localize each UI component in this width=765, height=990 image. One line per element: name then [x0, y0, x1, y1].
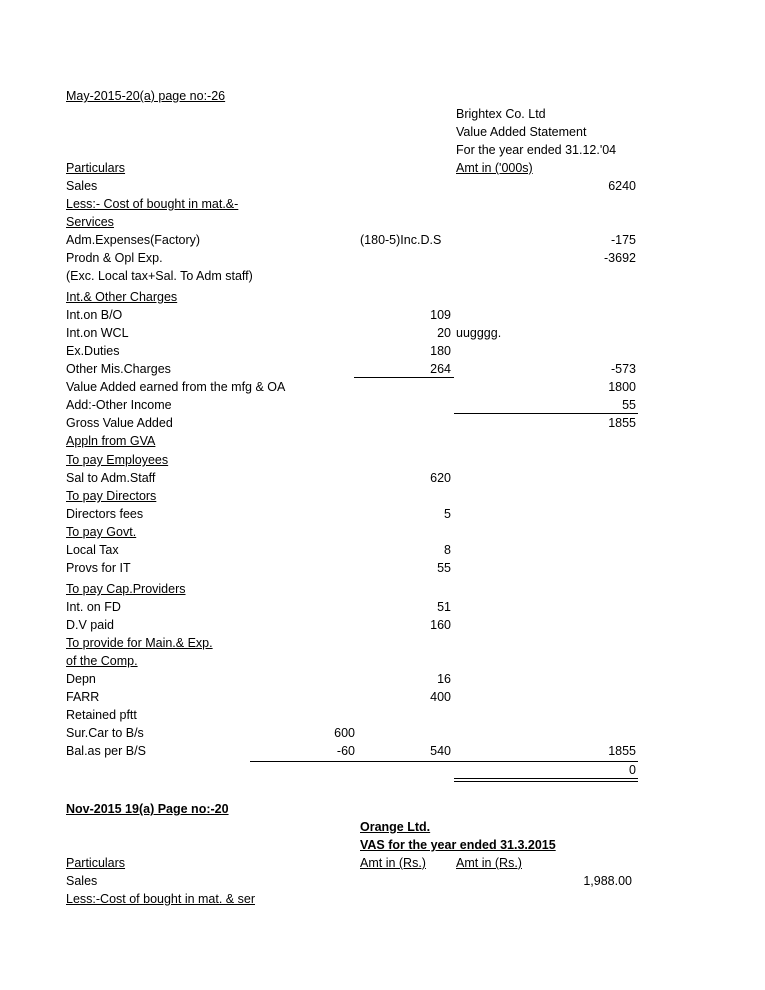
row-label: Int.& Other Charges	[66, 290, 178, 304]
divider	[354, 377, 454, 378]
statement-title: VAS for the year ended 31.3.2015	[360, 838, 556, 852]
row-label: Services	[66, 215, 114, 229]
col-amount-1: Amt in (Rs.)	[360, 856, 426, 870]
row-amount: 540	[430, 744, 451, 758]
row-label: Gross Value Added	[66, 416, 173, 430]
col-particulars: Particulars	[66, 856, 126, 870]
row-amount: 160	[430, 618, 451, 632]
row-label: To pay Cap.Providers	[66, 582, 186, 596]
row-amount: 400	[430, 690, 451, 704]
section-heading: May-2015-20(a) page no:-26	[66, 89, 226, 103]
double-underline	[454, 781, 638, 782]
row-label: To pay Directors	[66, 489, 157, 503]
row-total: 55	[622, 398, 636, 412]
row-amount: 20	[437, 326, 451, 340]
row-total: 1855	[608, 744, 636, 758]
row-label: FARR	[66, 690, 100, 704]
row-label: Sales	[66, 874, 98, 888]
col-particulars: Particulars	[66, 161, 126, 175]
row-subamount: 600	[334, 726, 355, 740]
row-amount: 8	[444, 543, 451, 557]
row-label: Value Added earned from the mfg & OA	[66, 380, 286, 394]
row-amount: 51	[437, 600, 451, 614]
statement-period: For the year ended 31.12.'04	[456, 143, 617, 157]
row-label: Ex.Duties	[66, 344, 120, 358]
company-name: Brightex Co. Ltd	[456, 107, 546, 121]
statement-title: Value Added Statement	[456, 125, 587, 139]
row-total: 1800	[608, 380, 636, 394]
row-label: To provide for Main.& Exp.	[66, 636, 213, 650]
row-amount: 180	[430, 344, 451, 358]
row-total: 1855	[608, 416, 636, 430]
row-total: -3692	[604, 251, 636, 265]
row-label: Int.on B/O	[66, 308, 123, 322]
row-subamount: -60	[336, 744, 355, 758]
row-amount: 109	[430, 308, 451, 322]
row-label: Add:-Other Income	[66, 398, 172, 412]
row-label: Local Tax	[66, 543, 119, 557]
row-label: Depn	[66, 672, 96, 686]
row-label: Less:- Cost of bought in mat.&-	[66, 197, 239, 211]
row-label: Int. on FD	[66, 600, 121, 614]
section-heading: Nov-2015 19(a) Page no:-20	[66, 802, 229, 816]
row-total: 0	[629, 763, 636, 777]
row-label: Bal.as per B/S	[66, 744, 146, 758]
row-label: To pay Govt.	[66, 525, 137, 539]
row-label: To pay Employees	[66, 453, 169, 467]
col-amount: Amt in ('000s)	[456, 161, 533, 175]
row-amount: 55	[437, 561, 451, 575]
row-label: Prodn & Opl Exp.	[66, 251, 163, 265]
row-label: Sur.Car to B/s	[66, 726, 144, 740]
row-total: 1,988.00	[583, 874, 632, 888]
double-underline	[454, 778, 638, 779]
row-label: of the Comp.	[66, 654, 138, 668]
row-total: 6240	[608, 179, 636, 193]
row-label: Int.on WCL	[66, 326, 129, 340]
row-total: -573	[610, 362, 636, 376]
row-label: Other Mis.Charges	[66, 362, 171, 376]
row-label: Provs for IT	[66, 561, 131, 575]
row-label: Retained pftt	[66, 708, 137, 722]
row-label: Adm.Expenses(Factory)	[66, 233, 201, 247]
company-name: Orange Ltd.	[360, 820, 431, 834]
divider	[454, 413, 638, 414]
row-label: Directors fees	[66, 507, 144, 521]
row-note: uugggg.	[456, 326, 502, 340]
row-amount: 5	[444, 507, 451, 521]
row-label: Appln from GVA	[66, 434, 156, 448]
row-amount: 264	[430, 362, 451, 376]
row-total: -175	[610, 233, 636, 247]
row-label: D.V paid	[66, 618, 114, 632]
row-label: (Exc. Local tax+Sal. To Adm staff)	[66, 269, 253, 283]
row-amount: 16	[437, 672, 451, 686]
row-label: Less:-Cost of bought in mat. & ser	[66, 892, 255, 906]
row-label: Sal to Adm.Staff	[66, 471, 156, 485]
col-amount-2: Amt in (Rs.)	[456, 856, 522, 870]
row-amount: 620	[430, 471, 451, 485]
row-label: Sales	[66, 179, 98, 193]
row-note: (180-5)Inc.D.S	[360, 233, 442, 247]
